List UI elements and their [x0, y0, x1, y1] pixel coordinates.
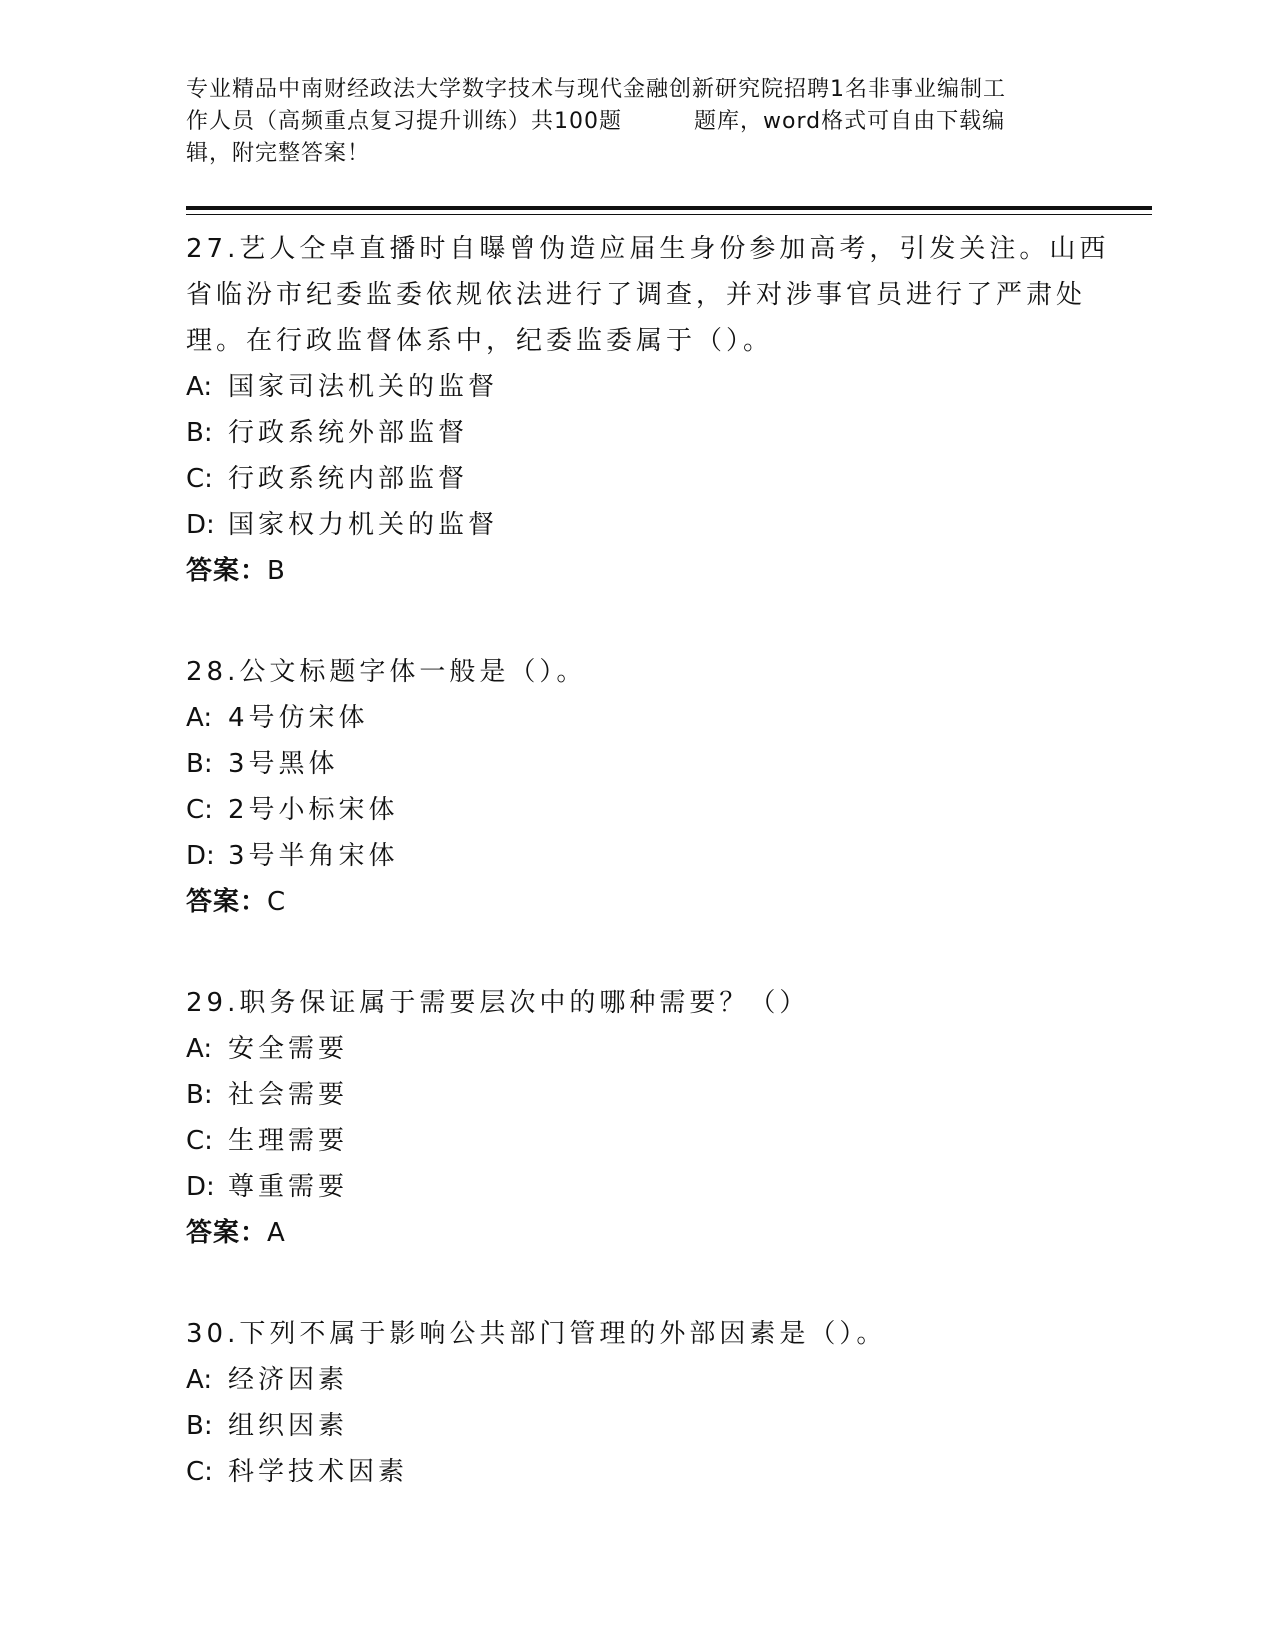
- option-text: 3号半角宋体: [228, 841, 399, 871]
- option-text: 行政系统外部监督: [228, 418, 469, 448]
- answer-value: B: [267, 556, 286, 586]
- option-letter: B:: [186, 749, 213, 779]
- option-letter: B:: [186, 1080, 213, 1110]
- header-line-1: 专业精品中南财经政法大学数字技术与现代金融创新研究院招聘1名非事业编制工: [186, 77, 1006, 102]
- option-text: 4号仿宋体: [228, 703, 369, 733]
- option-a: [186, 364, 1086, 410]
- question-list: [186, 226, 1110, 1550]
- option-letter: B:: [186, 1411, 213, 1441]
- option-c: [186, 1118, 1086, 1164]
- option-letter: C:: [186, 464, 213, 494]
- option-text: 尊重需要: [228, 1172, 349, 1202]
- option-text: 安全需要: [228, 1034, 349, 1064]
- question-stem-line: 30.下列不属于影响公共部门管理的外部因素是（）。: [186, 1319, 887, 1349]
- option-d: [186, 1164, 1086, 1210]
- header-divider-thin: [186, 214, 1152, 215]
- header-divider-thick: [186, 206, 1152, 210]
- option-c: [186, 787, 1086, 833]
- answer-line: [186, 548, 1086, 594]
- question-28: [186, 649, 1086, 925]
- option-b: [186, 410, 1086, 456]
- option-text: 2号小标宋体: [228, 795, 399, 825]
- option-text: 3号黑体: [228, 749, 339, 779]
- option-a: [186, 1357, 1086, 1403]
- answer-label: 答案：: [186, 1218, 268, 1248]
- option-letter: D:: [186, 510, 215, 540]
- option-d: [186, 833, 1086, 879]
- option-text: 经济因素: [228, 1365, 349, 1395]
- option-text: 科学技术因素: [228, 1457, 409, 1487]
- answer-label: 答案：: [186, 887, 268, 917]
- option-letter: B:: [186, 418, 213, 448]
- question-30: [186, 1311, 1086, 1495]
- option-text: 国家权力机关的监督: [228, 510, 499, 540]
- option-letter: C:: [186, 1457, 213, 1487]
- option-letter: D:: [186, 1172, 215, 1202]
- option-letter: A:: [186, 703, 213, 733]
- option-letter: A:: [186, 1365, 213, 1395]
- option-b: [186, 1403, 1086, 1449]
- answer-line: [186, 1210, 1086, 1256]
- question-stem-line: 省临汾市纪委监委依规依法进行了调查，并对涉事官员进行了严肃处: [186, 280, 1087, 310]
- question-29: [186, 980, 1086, 1256]
- option-letter: C:: [186, 1126, 213, 1156]
- option-text: 国家司法机关的监督: [228, 372, 499, 402]
- option-letter: A:: [186, 372, 213, 402]
- option-text: 组织因素: [228, 1411, 349, 1441]
- option-d: [186, 502, 1086, 548]
- option-text: 生理需要: [228, 1126, 349, 1156]
- option-b: [186, 741, 1086, 787]
- document-header: [186, 74, 1086, 170]
- answer-value: C: [267, 887, 287, 917]
- answer-value: A: [267, 1218, 286, 1248]
- answer-label: 答案：: [186, 556, 268, 586]
- option-letter: D:: [186, 841, 215, 871]
- option-text: 行政系统内部监督: [228, 464, 469, 494]
- question-27: [186, 226, 1110, 594]
- option-letter: A:: [186, 1034, 213, 1064]
- option-text: 社会需要: [228, 1080, 349, 1110]
- header-line-2-part-2: 题库，word格式可自由下载编: [694, 109, 1006, 134]
- header-line-2-part-1: 作人员（高频重点复习提升训练）共100题: [186, 109, 622, 134]
- option-c: [186, 456, 1086, 502]
- header-line-3: 辑，附完整答案！: [186, 141, 371, 166]
- question-stem-line: 29.职务保证属于需要层次中的哪种需要？（）: [186, 988, 810, 1018]
- option-b: [186, 1072, 1086, 1118]
- answer-line: [186, 879, 1086, 925]
- question-stem-line: 理。在行政监督体系中，纪委监委属于（）。: [186, 326, 774, 356]
- question-stem-line: 28.公文标题字体一般是（）。: [186, 657, 587, 687]
- option-c: [186, 1449, 1086, 1495]
- header-line-2: [186, 106, 1086, 138]
- option-letter: C:: [186, 795, 213, 825]
- question-stem-line: 27.艺人仝卓直播时自曝曾伪造应届生身份参加高考，引发关注。山西: [186, 234, 1110, 264]
- option-a: [186, 1026, 1086, 1072]
- option-a: [186, 695, 1086, 741]
